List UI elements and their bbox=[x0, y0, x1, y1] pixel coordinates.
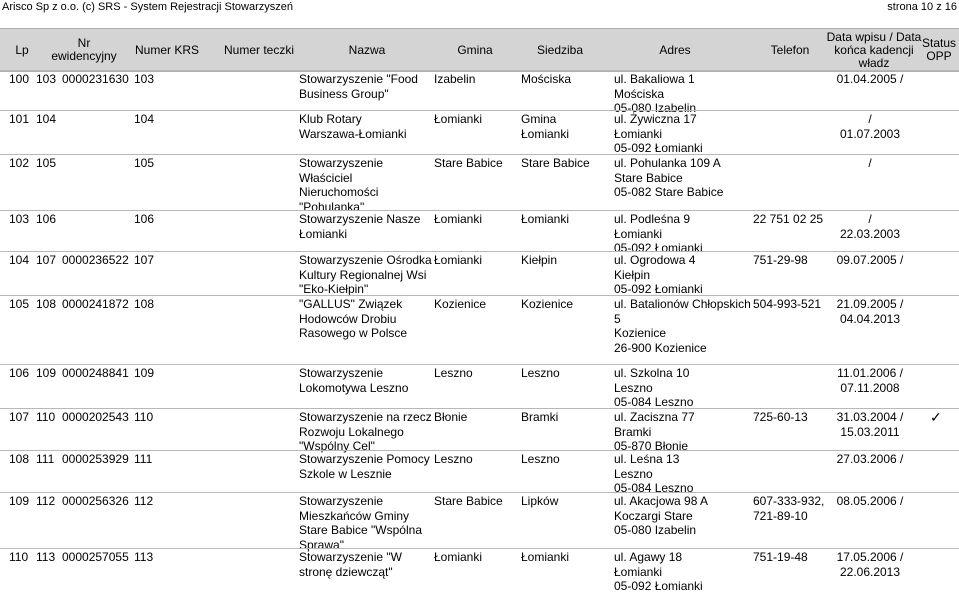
cell-data: / 22.03.2003 bbox=[839, 212, 901, 241]
table-row bbox=[0, 295, 959, 365]
cell-adres: ul. Ogrodowa 4 Kiełpin 05-092 Łomianki bbox=[614, 253, 703, 296]
cell-teczka: 104 bbox=[134, 112, 155, 126]
cell-teczka: 109 bbox=[134, 366, 155, 380]
cell-nazwa: Stowarzyszenie "W stronę dziewcząt" bbox=[299, 550, 402, 579]
cell-siedziba: Lipków bbox=[521, 494, 559, 508]
header-telefon: Telefon bbox=[770, 42, 810, 57]
cell-nr: 103 bbox=[36, 72, 57, 86]
cell-adres: ul. Podleśna 9 Łomianki 05-092 Łomianki bbox=[614, 212, 703, 255]
cell-siedziba: Łomianki bbox=[521, 212, 570, 226]
cell-nazwa: Stowarzyszenie Pomocy Szkole w Lesznie bbox=[299, 452, 430, 481]
cell-data: / 01.07.2003 bbox=[839, 112, 901, 141]
header-nazwa: Nazwa bbox=[348, 42, 386, 57]
cell-data: 27.03.2006 / bbox=[836, 452, 904, 466]
cell-gmina: Leszno bbox=[434, 366, 473, 380]
cell-nr: 108 bbox=[36, 297, 57, 311]
company-info: Arisco Sp z o.o. (c) SRS - System Rejestracji Stowarzyszeń bbox=[2, 1, 293, 13]
cell-nazwa: "GALLUS" Związek Hodowców Drobiu Rasowego w Polsce bbox=[299, 297, 408, 340]
cell-adres: ul. Żywiczna 17 Łomianki 05-092 Łomianki bbox=[614, 112, 703, 155]
cell-siedziba: Mościska bbox=[521, 72, 572, 86]
cell-adres: ul. Szkolna 10 Leszno 05-084 Leszno bbox=[614, 366, 694, 409]
cell-adres: ul. Agawy 18 Łomianki 05-092 Łomianki bbox=[614, 550, 703, 593]
cell-gmina: Błonie bbox=[434, 410, 468, 424]
cell-krs: 0000202543 bbox=[62, 410, 129, 424]
cell-krs: 0000231630 bbox=[62, 72, 129, 86]
cell-telefon: 504-993-521 bbox=[753, 297, 822, 311]
cell-status: ✓ bbox=[930, 409, 942, 425]
cell-lp: 101 bbox=[9, 112, 30, 126]
cell-nr: 113 bbox=[36, 550, 56, 564]
cell-lp: 106 bbox=[9, 366, 30, 380]
cell-nr: 109 bbox=[36, 366, 57, 380]
table-row bbox=[0, 548, 959, 596]
cell-nr: 107 bbox=[36, 253, 57, 267]
table-row bbox=[0, 408, 959, 451]
cell-adres: ul. Zaciszna 77 Bramki 05-870 Błonie bbox=[614, 410, 695, 453]
cell-data: 08.05.2006 / bbox=[836, 494, 904, 508]
cell-siedziba: Gmina Łomianki bbox=[521, 112, 570, 141]
cell-gmina: Łomianki bbox=[434, 212, 483, 226]
cell-siedziba: Łomianki bbox=[521, 550, 570, 564]
table-row bbox=[0, 110, 959, 155]
cell-lp: 104 bbox=[9, 253, 30, 267]
cell-gmina: Stare Babice bbox=[434, 494, 503, 508]
cell-nr: 112 bbox=[36, 494, 56, 508]
cell-nazwa: Klub Rotary Warszawa-Łomianki bbox=[299, 112, 407, 141]
cell-telefon: 22 751 02 25 bbox=[753, 212, 824, 226]
cell-nr: 111 bbox=[36, 452, 55, 466]
cell-data: 21.09.2005 / 04.04.2013 bbox=[836, 297, 904, 326]
cell-siedziba: Bramki bbox=[521, 410, 559, 424]
cell-nr: 104 bbox=[36, 112, 57, 126]
cell-lp: 108 bbox=[9, 452, 30, 466]
cell-teczka: 107 bbox=[134, 253, 155, 267]
cell-lp: 103 bbox=[9, 212, 30, 226]
table-row bbox=[0, 450, 959, 493]
cell-lp: 105 bbox=[9, 297, 30, 311]
cell-telefon: 751-19-48 bbox=[753, 550, 808, 564]
cell-adres: ul. Pohulanka 109 A Stare Babice 05-082 Stare Babice bbox=[614, 156, 724, 199]
cell-krs: 0000257055 bbox=[62, 550, 129, 564]
cell-teczka: 111 bbox=[134, 452, 153, 466]
table-row bbox=[0, 364, 959, 409]
cell-teczka: 110 bbox=[134, 410, 154, 424]
cell-nr: 110 bbox=[36, 410, 56, 424]
cell-gmina: Izabelin bbox=[434, 72, 476, 86]
cell-krs: 0000241872 bbox=[62, 297, 129, 311]
cell-krs: 0000248841 bbox=[62, 366, 129, 380]
cell-gmina: Stare Babice bbox=[434, 156, 503, 170]
cell-nr: 105 bbox=[36, 156, 57, 170]
table-row bbox=[0, 251, 959, 296]
cell-data: 09.07.2005 / bbox=[836, 253, 904, 267]
cell-adres: ul. Bakaliowa 1 Mościska 05-080 Izabelin bbox=[614, 72, 697, 115]
cell-data: 01.04.2005 / bbox=[836, 72, 904, 86]
table-row bbox=[0, 154, 959, 214]
cell-lp: 110 bbox=[9, 550, 29, 564]
cell-siedziba: Leszno bbox=[521, 452, 560, 466]
cell-lp: 100 bbox=[9, 72, 30, 86]
cell-data: / bbox=[868, 156, 872, 170]
cell-gmina: Leszno bbox=[434, 452, 473, 466]
header-teczki: Numer teczki bbox=[223, 42, 294, 57]
table-row bbox=[0, 210, 959, 255]
header-lp: Lp bbox=[15, 42, 29, 57]
cell-teczka: 103 bbox=[134, 72, 155, 86]
cell-gmina: Łomianki bbox=[434, 112, 483, 126]
cell-nazwa: Stowarzyszenie Właściciel Nieruchomości "Pohulanka" bbox=[299, 156, 384, 214]
cell-siedziba: Kozienice bbox=[521, 297, 574, 311]
cell-data: 11.01.2006 / 07.11.2008 bbox=[837, 366, 903, 395]
cell-telefon: 751-29-98 bbox=[753, 253, 808, 267]
header-adres: Adres bbox=[659, 42, 691, 57]
cell-gmina: Łomianki bbox=[434, 253, 483, 267]
header-data: Data wpisu / Data końca kadencji władz bbox=[826, 29, 922, 70]
header-siedziba: Siedziba bbox=[536, 42, 584, 57]
cell-nazwa: Stowarzyszenie Mieszkańców Gminy Stare Babice "Wspólna Sprawa" bbox=[299, 494, 422, 552]
cell-teczka: 108 bbox=[134, 297, 155, 311]
cell-nazwa: Stowarzyszenie Lokomotywa Leszno bbox=[299, 366, 409, 395]
cell-nazwa: Stowarzyszenie Ośrodka Kultury Regionalnej Wsi "Eko-Kiełpin" bbox=[299, 253, 432, 296]
cell-adres: ul. Akacjowa 98 A Koczargi Stare 05-080 Izabelin bbox=[614, 494, 709, 537]
table-row bbox=[0, 70, 959, 115]
table-row bbox=[0, 492, 959, 552]
cell-data: 31.03.2004 / 15.03.2011 bbox=[836, 410, 904, 439]
cell-lp: 109 bbox=[9, 494, 30, 508]
cell-teczka: 112 bbox=[134, 494, 154, 508]
cell-adres: ul. Leśna 13 Leszno 05-084 Leszno bbox=[614, 452, 694, 495]
cell-krs: 0000253929 bbox=[62, 452, 129, 466]
header-krs: Numer KRS bbox=[134, 42, 199, 57]
cell-telefon: 607-333-932, 721-89-10 bbox=[753, 494, 825, 523]
cell-siedziba: Leszno bbox=[521, 366, 560, 380]
cell-nr: 106 bbox=[36, 212, 57, 226]
cell-nazwa: Stowarzyszenie na rzecz Rozwoju Lokalnego "Wspólny Cel" bbox=[299, 410, 432, 453]
cell-krs: 0000236522 bbox=[62, 253, 129, 267]
header-nr: Nr ewidencyjny bbox=[51, 36, 117, 63]
cell-nazwa: Stowarzyszenie Nasze Łomianki bbox=[299, 212, 421, 241]
cell-teczka: 106 bbox=[134, 212, 155, 226]
cell-adres: ul. Batalionów Chłopskich 5 Kozienice 26-900 Kozienice bbox=[614, 297, 751, 355]
cell-siedziba: Kiełpin bbox=[521, 253, 558, 267]
cell-krs: 0000256326 bbox=[62, 494, 129, 508]
cell-lp: 102 bbox=[9, 156, 30, 170]
cell-gmina: Kozienice bbox=[434, 297, 487, 311]
cell-siedziba: Stare Babice bbox=[521, 156, 590, 170]
cell-lp: 107 bbox=[9, 410, 30, 424]
header-gmina: Gmina bbox=[457, 42, 493, 57]
cell-nazwa: Stowarzyszenie "Food Business Group" bbox=[299, 72, 418, 101]
cell-teczka: 113 bbox=[134, 550, 154, 564]
cell-data: 17.05.2006 / 22.06.2013 bbox=[836, 550, 904, 579]
header-status: Status OPP bbox=[921, 36, 957, 63]
cell-gmina: Łomianki bbox=[434, 550, 483, 564]
cell-teczka: 105 bbox=[134, 156, 155, 170]
cell-telefon: 725-60-13 bbox=[753, 410, 808, 424]
page-number: strona 10 z 16 bbox=[887, 1, 957, 13]
